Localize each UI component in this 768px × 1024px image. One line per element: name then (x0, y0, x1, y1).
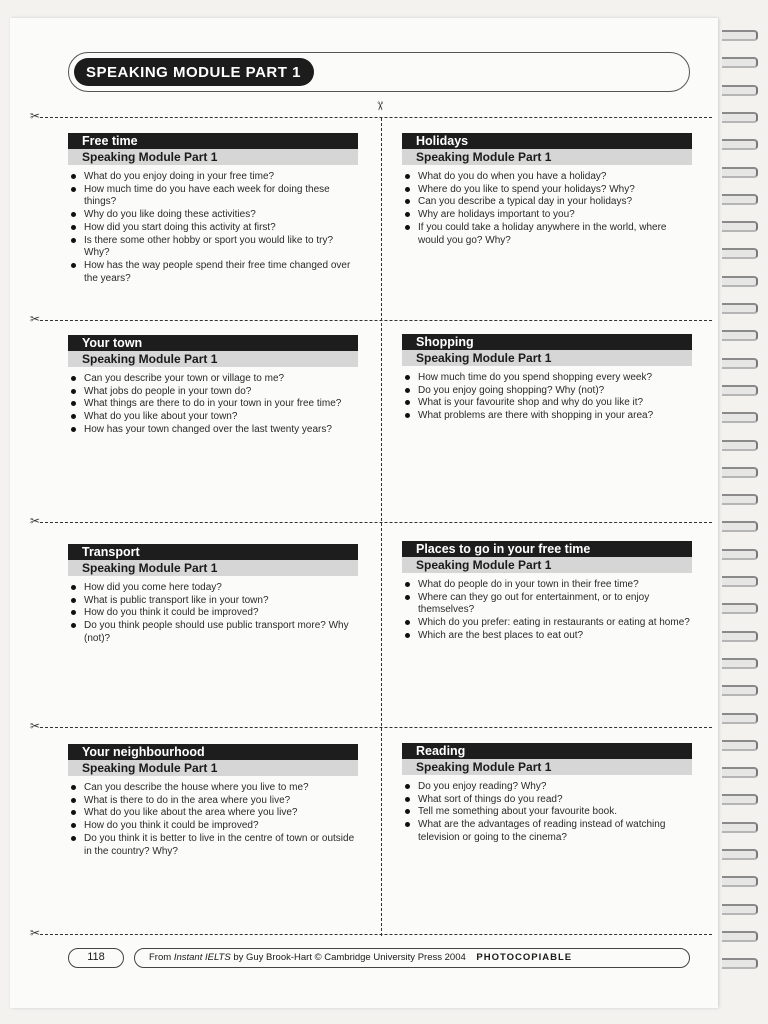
cut-line (40, 934, 712, 935)
spiral-ring (722, 167, 758, 178)
bullet-dot-icon (71, 376, 76, 381)
question-text: How has your town changed over the last twenty years? (84, 423, 332, 435)
spiral-binding (722, 30, 762, 990)
spiral-ring (722, 822, 758, 833)
question-item (68, 595, 358, 608)
card-your-neighbourhood (68, 744, 358, 858)
credit-prefix: From (149, 952, 172, 963)
scissors-icon: ✂ (30, 109, 41, 123)
question-item (68, 620, 358, 645)
question-item (68, 833, 358, 858)
bullet-dot-icon (71, 836, 76, 841)
bullet-dot-icon (71, 610, 76, 615)
question-item (402, 397, 692, 410)
bullet-dot-icon (71, 401, 76, 406)
question-text: Do you enjoy going shopping? Why (not)? (418, 384, 605, 396)
bullet-dot-icon (405, 595, 410, 600)
bullet-dot-icon (71, 225, 76, 230)
spiral-ring (722, 740, 758, 751)
bullet-dot-icon (71, 810, 76, 815)
card-your-town (68, 335, 358, 437)
question-item (68, 386, 358, 399)
question-text: How has the way people spend their free time changed over the years? (84, 259, 351, 284)
spiral-ring (722, 412, 758, 423)
spiral-ring (722, 467, 758, 478)
card-subtitle: Speaking Module Part 1 (402, 759, 692, 775)
question-text: Which are the best places to eat out? (418, 629, 584, 641)
spiral-ring (722, 330, 758, 341)
card-subtitle: Speaking Module Part 1 (68, 760, 358, 776)
question-text: What do you enjoy doing in your free time? (84, 171, 275, 182)
spiral-ring (722, 248, 758, 259)
question-item (68, 373, 358, 386)
card-topic: Your town (68, 335, 358, 351)
card-topic: Shopping (402, 334, 692, 350)
spiral-ring (722, 549, 758, 560)
bullet-dot-icon (71, 414, 76, 419)
question-text: What do you like about your town? (84, 411, 238, 423)
spiral-ring (722, 658, 758, 669)
credit-line (134, 948, 690, 968)
question-item (402, 385, 692, 398)
spiral-ring (722, 358, 758, 369)
card-subtitle: Speaking Module Part 1 (402, 350, 692, 366)
question-item (402, 630, 692, 643)
question-text: Why are holidays important to you? (418, 209, 575, 221)
spiral-ring (722, 713, 758, 724)
scissors-icon: ✂ (30, 514, 41, 528)
question-item (402, 196, 692, 209)
bullet-dot-icon (71, 427, 76, 432)
bullet-dot-icon (405, 620, 410, 625)
card-reading (402, 743, 692, 845)
bullet-dot-icon (405, 633, 410, 638)
bullet-dot-icon (71, 823, 76, 828)
question-item (402, 579, 692, 592)
cut-line (40, 117, 712, 118)
question-text: Do you think it is better to live in the centre of town or outside in the country? Why? (84, 832, 355, 857)
bullet-dot-icon (71, 174, 76, 179)
question-item (402, 209, 692, 222)
bullet-dot-icon (71, 187, 76, 192)
card-places-to-go (402, 541, 692, 643)
question-item (402, 592, 692, 617)
spiral-ring (722, 603, 758, 614)
question-text: Do you think people should use public transport more? Why (not)? (84, 620, 349, 644)
card-topic: Places to go in your free time (402, 541, 692, 557)
spiral-ring (722, 685, 758, 696)
question-item (68, 782, 358, 795)
question-item (68, 222, 358, 235)
question-item (402, 171, 692, 184)
card-topic: Reading (402, 743, 692, 759)
question-text: Can you describe a typical day in your holidays? (418, 196, 633, 208)
question-list (68, 782, 358, 858)
question-item (68, 209, 358, 222)
question-list (68, 582, 358, 646)
question-text: What do people do in your town in their free time? (418, 579, 639, 590)
card-topic: Transport (68, 544, 358, 560)
question-item (68, 260, 358, 285)
page-footer (68, 948, 692, 970)
cut-line-vertical (381, 118, 382, 936)
spiral-ring (722, 194, 758, 205)
question-item (68, 607, 358, 620)
spiral-ring (722, 276, 758, 287)
question-item (68, 807, 358, 820)
bullet-dot-icon (71, 798, 76, 803)
question-list (68, 373, 358, 437)
page-title: SPEAKING MODULE PART 1 (74, 58, 314, 86)
bullet-dot-icon (405, 784, 410, 789)
question-text: How did you come here today? (84, 582, 222, 593)
question-text: Tell me something about your favourite book. (418, 806, 617, 818)
question-text: Which do you prefer: eating in restaurants or eating at home? (418, 617, 690, 629)
bullet-dot-icon (71, 238, 76, 243)
bullet-dot-icon (405, 212, 410, 217)
question-item (68, 582, 358, 595)
bullet-dot-icon (405, 388, 410, 393)
question-list (402, 579, 692, 643)
credit-suffix: by Guy Brook-Hart © Cambridge University Press 2004 (233, 952, 466, 963)
question-list (402, 171, 692, 247)
card-topic: Holidays (402, 133, 692, 149)
bullet-dot-icon (405, 225, 410, 230)
question-text: How do you think it could be improved? (84, 607, 259, 619)
spiral-ring (722, 576, 758, 587)
question-text: What problems are there with shopping in your area? (418, 410, 654, 422)
book-title: Instant IELTS (173, 952, 231, 963)
question-text: How much time do you spend shopping every week? (418, 372, 653, 383)
card-subtitle: Speaking Module Part 1 (68, 351, 358, 367)
bullet-dot-icon (405, 822, 410, 827)
page-number: 118 (68, 948, 124, 968)
cut-line (40, 320, 712, 321)
spiral-ring (722, 794, 758, 805)
question-text: How much time do you have each week for doing these things? (84, 183, 330, 208)
card-free-time (68, 133, 358, 285)
bullet-dot-icon (71, 263, 76, 268)
question-text: Why do you like doing these activities? (84, 209, 256, 221)
spiral-ring (722, 849, 758, 860)
bullet-dot-icon (71, 785, 76, 790)
scissors-icon: ✂ (373, 100, 388, 112)
card-subtitle: Speaking Module Part 1 (402, 149, 692, 165)
cut-line (40, 727, 712, 728)
spiral-ring (722, 57, 758, 68)
card-shopping (402, 334, 692, 423)
bullet-dot-icon (71, 389, 76, 394)
question-text: If you could take a holiday anywhere in the world, where would you go? Why? (418, 221, 667, 246)
card-topic: Your neighbourhood (68, 744, 358, 760)
question-item (68, 184, 358, 209)
spiral-ring (722, 876, 758, 887)
bullet-dot-icon (405, 199, 410, 204)
spiral-ring (722, 931, 758, 942)
spiral-ring (722, 303, 758, 314)
spiral-ring (722, 521, 758, 532)
question-text: What is your favourite shop and why do you like it? (418, 397, 644, 409)
question-item (68, 171, 358, 184)
bullet-dot-icon (71, 212, 76, 217)
bullet-dot-icon (405, 413, 410, 418)
question-text: How did you start doing this activity at first? (84, 221, 276, 233)
card-subtitle: Speaking Module Part 1 (68, 149, 358, 165)
question-item (68, 424, 358, 437)
question-item (402, 410, 692, 423)
spiral-ring (722, 30, 758, 41)
card-subtitle: Speaking Module Part 1 (68, 560, 358, 576)
bullet-dot-icon (405, 400, 410, 405)
question-text: How do you think it could be improved? (84, 820, 259, 832)
spiral-ring (722, 631, 758, 642)
question-text: What is there to do in the area where you live? (84, 794, 291, 806)
spiral-ring (722, 385, 758, 396)
photocopiable-label: PHOTOCOPIABLE (476, 952, 573, 963)
question-text: Is there some other hobby or sport you would like to try? Why? (84, 234, 334, 259)
question-item (402, 819, 692, 844)
question-item (68, 398, 358, 411)
spiral-ring (722, 85, 758, 96)
cut-line (40, 522, 712, 523)
card-topic: Free time (68, 133, 358, 149)
question-item (402, 781, 692, 794)
spiral-ring (722, 494, 758, 505)
question-list (402, 781, 692, 845)
card-holidays (402, 133, 692, 247)
question-text: What jobs do people in your town do? (84, 385, 252, 397)
question-item (402, 806, 692, 819)
scissors-icon: ✂ (30, 926, 41, 940)
card-subtitle: Speaking Module Part 1 (402, 557, 692, 573)
spiral-ring (722, 904, 758, 915)
card-transport (68, 544, 358, 646)
question-text: What is public transport like in your town? (84, 594, 269, 606)
spiral-ring (722, 767, 758, 778)
question-item (68, 820, 358, 833)
question-item (402, 222, 692, 247)
spiral-ring (722, 112, 758, 123)
question-text: What are the advantages of reading instead of watching television or going to the cinema? (418, 819, 666, 843)
question-item (68, 235, 358, 260)
bullet-dot-icon (405, 797, 410, 802)
question-item (68, 795, 358, 808)
scissors-icon: ✂ (30, 312, 41, 326)
spiral-ring (722, 221, 758, 232)
question-item (402, 372, 692, 385)
spiral-ring (722, 139, 758, 150)
bullet-dot-icon (71, 598, 76, 603)
question-item (402, 184, 692, 197)
scissors-icon: ✂ (30, 719, 41, 733)
bullet-dot-icon (405, 809, 410, 814)
spiral-ring (722, 958, 758, 969)
bullet-dot-icon (405, 187, 410, 192)
question-text: What things are there to do in your town in your free time? (84, 398, 342, 410)
bullet-dot-icon (405, 375, 410, 380)
question-text: What sort of things do you read? (418, 793, 563, 805)
question-text: Can you describe your town or village to me? (84, 373, 285, 384)
bullet-dot-icon (71, 585, 76, 590)
question-item (402, 794, 692, 807)
question-item (68, 411, 358, 424)
question-text: What do you like about the area where you live? (84, 807, 298, 819)
question-text: What do you do when you have a holiday? (418, 171, 607, 182)
spiral-ring (722, 440, 758, 451)
question-list (68, 171, 358, 285)
question-text: Can you describe the house where you live to me? (84, 782, 309, 793)
question-text: Where can they go out for entertainment, or to enjoy themselves? (418, 591, 650, 616)
question-item (402, 617, 692, 630)
question-list (402, 372, 692, 423)
bullet-dot-icon (405, 174, 410, 179)
question-text: Do you enjoy reading? Why? (418, 781, 547, 792)
bullet-dot-icon (405, 582, 410, 587)
question-text: Where do you like to spend your holidays? Why? (418, 183, 635, 195)
bullet-dot-icon (71, 623, 76, 628)
